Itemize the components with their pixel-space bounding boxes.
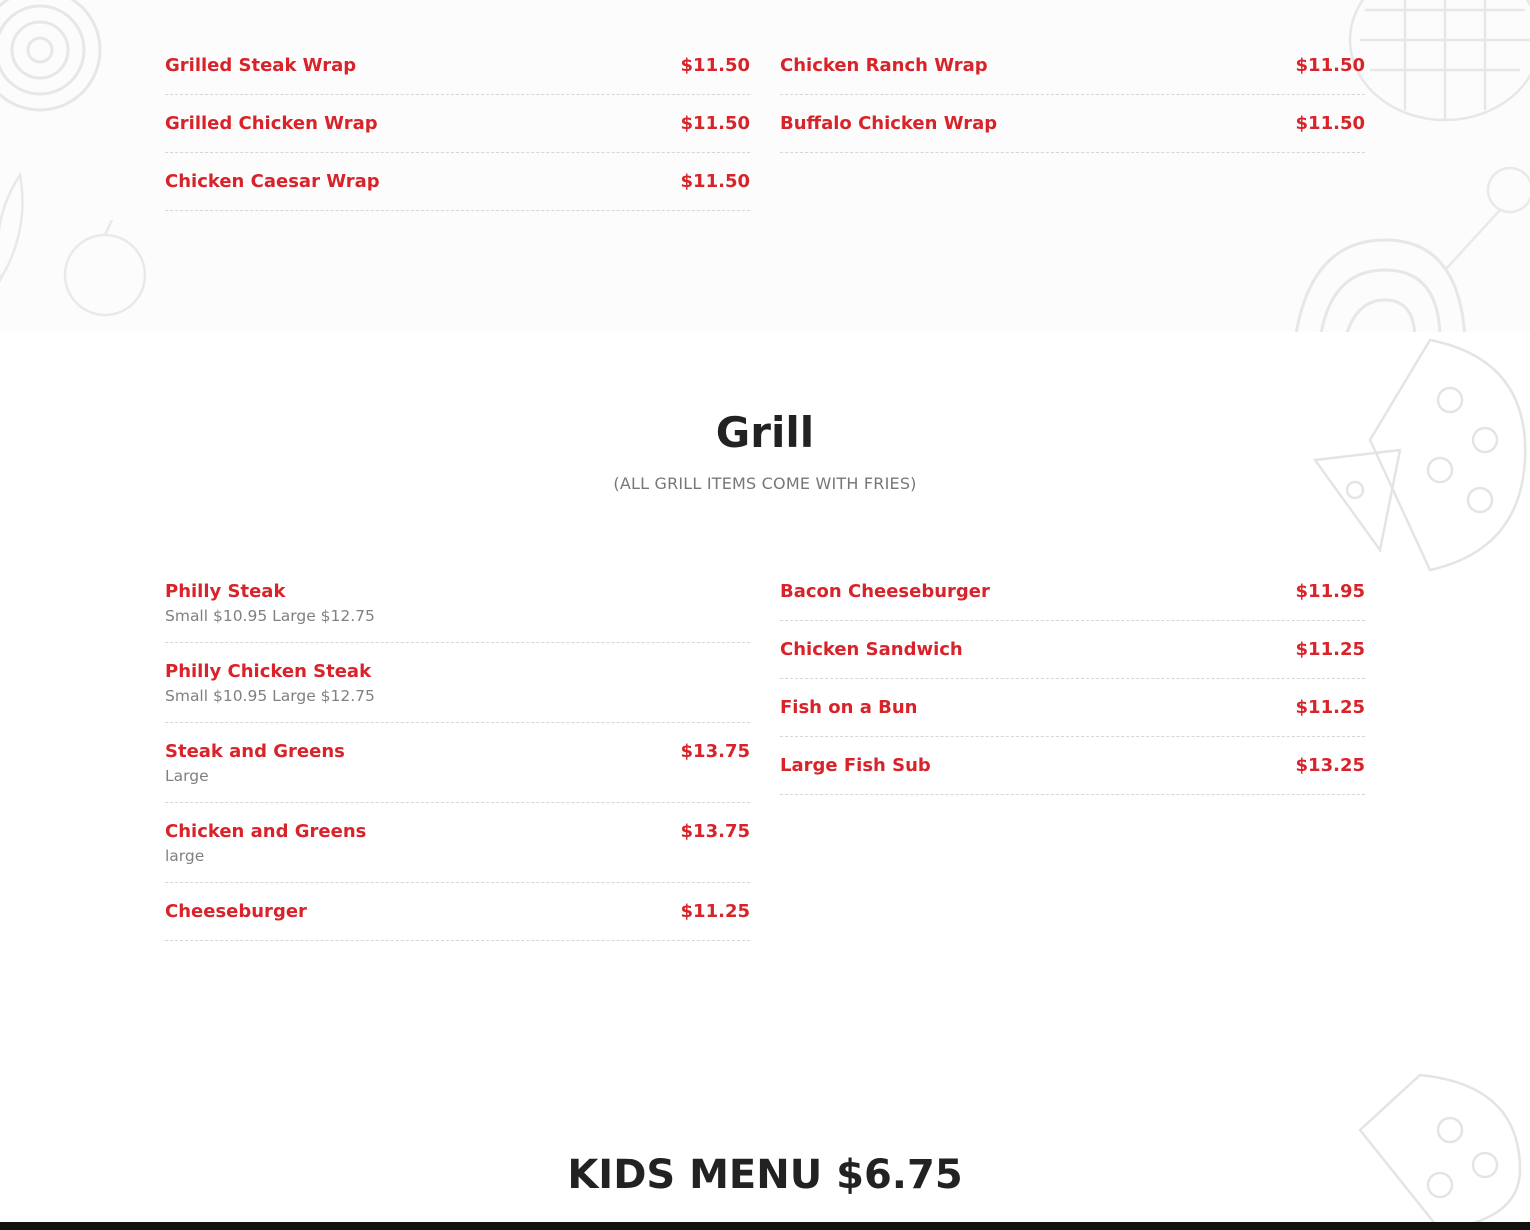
item-description: Small $10.95 Large $12.75 xyxy=(165,607,375,625)
menu-item[interactable] xyxy=(780,95,1365,153)
menu-item[interactable] xyxy=(165,883,750,941)
menu-item[interactable] xyxy=(780,679,1365,737)
menu-item[interactable] xyxy=(780,737,1365,795)
item-name: Chicken Sandwich xyxy=(780,639,963,660)
menu-item[interactable] xyxy=(165,37,750,95)
item-name: Grilled Chicken Wrap xyxy=(165,113,378,134)
item-price: $11.50 xyxy=(1295,113,1365,134)
section-subtitle-grill: (ALL GRILL ITEMS COME WITH FRIES) xyxy=(613,474,917,493)
item-price: $11.25 xyxy=(1295,639,1365,660)
section-title-grill: Grill xyxy=(715,408,815,457)
item-price: $11.50 xyxy=(680,171,750,192)
menu-item[interactable] xyxy=(165,643,750,723)
menu-item[interactable] xyxy=(165,803,750,883)
menu-item[interactable] xyxy=(165,95,750,153)
item-name: Grilled Steak Wrap xyxy=(165,55,357,76)
menu-item[interactable] xyxy=(165,723,750,803)
wraps-right-column xyxy=(780,37,1365,211)
wheat-sketch-icon xyxy=(1440,160,1530,280)
grill-right-column xyxy=(780,563,1365,941)
item-name: Philly Chicken Steak xyxy=(165,661,372,682)
item-price: $13.25 xyxy=(1295,755,1365,776)
grill-menu-grid xyxy=(165,563,1365,941)
item-name: Philly Steak xyxy=(165,581,286,602)
pie-sketch-icon xyxy=(1345,0,1530,140)
item-price: $11.25 xyxy=(1295,697,1365,718)
item-name: Chicken Ranch Wrap xyxy=(780,55,988,76)
item-name: Steak and Greens xyxy=(165,741,345,762)
pizza-sketch-icon xyxy=(1310,330,1530,600)
item-name: Chicken Caesar Wrap xyxy=(165,171,380,192)
item-price: $11.25 xyxy=(680,901,750,922)
wraps-menu-grid xyxy=(165,37,1365,211)
menu-item[interactable] xyxy=(780,621,1365,679)
item-name: Fish on a Bun xyxy=(780,697,918,718)
item-price: $13.75 xyxy=(680,821,750,842)
item-price: $11.50 xyxy=(680,113,750,134)
item-price: $11.50 xyxy=(680,55,750,76)
grill-left-column xyxy=(165,563,750,941)
item-name: Cheeseburger xyxy=(165,901,307,922)
wraps-left-column xyxy=(165,37,750,211)
item-description: Small $10.95 Large $12.75 xyxy=(165,687,375,705)
item-description: large xyxy=(165,847,205,865)
item-price: $11.50 xyxy=(1295,55,1365,76)
menu-item[interactable] xyxy=(780,37,1365,95)
item-price: $11.95 xyxy=(1295,581,1365,602)
item-name: Bacon Cheeseburger xyxy=(780,581,990,602)
pizza-bottom-sketch-icon xyxy=(1320,1070,1530,1230)
leaf-sketch-icon xyxy=(0,170,50,290)
menu-item[interactable] xyxy=(780,563,1365,621)
item-name: Chicken and Greens xyxy=(165,821,367,842)
item-name: Large Fish Sub xyxy=(780,755,931,776)
menu-item[interactable] xyxy=(165,563,750,643)
bottom-bar xyxy=(0,1222,1530,1230)
item-name: Buffalo Chicken Wrap xyxy=(780,113,998,134)
section-title-kids-menu: KIDS MENU $6.75 xyxy=(567,1152,963,1198)
menu-item[interactable] xyxy=(165,153,750,211)
item-price: $13.75 xyxy=(680,741,750,762)
item-description: Large xyxy=(165,767,209,785)
apple-sketch-icon xyxy=(60,220,160,320)
cinnamon-roll-sketch-icon xyxy=(0,0,120,150)
